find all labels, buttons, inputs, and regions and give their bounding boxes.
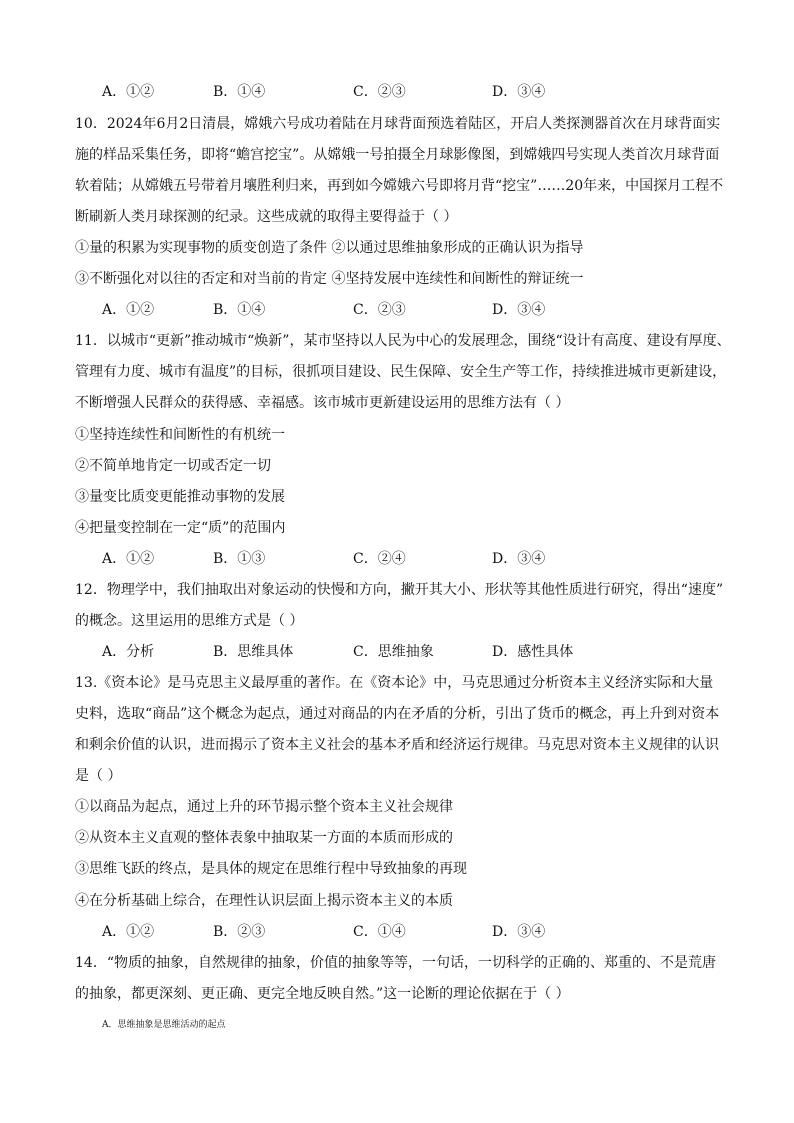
q11-stem-line: 管理有力度、城市有温度”的目标，很抓项目建设、民生保障、安全生产等工作，持续推进城市更新建设， bbox=[75, 364, 727, 380]
q13-statement: ④在分析基础上综合，在理性认识层面上揭示资本主义的本质 bbox=[75, 893, 453, 909]
q14-stem-line: 14．“物质的抽象，自然规律的抽象，价值的抽象等等，一句话，一切科学的正确的、郑重的、不是荒唐 bbox=[75, 955, 716, 971]
q11-statement: ①坚持连续性和间断性的有机统一 bbox=[75, 427, 285, 443]
q10-stem-line: 10．2024年6月2日清晨，嫦娥六号成功着陆在月球背面预选着陆区，开启人类探测器首次在月球背面实 bbox=[75, 116, 721, 132]
q13-options bbox=[75, 922, 735, 942]
q13-stem-line: 史料，选取“商品”这个概念为起点，通过对商品的内在矛盾的分析，引出了货币的概念，再上升到对资本 bbox=[75, 706, 720, 722]
q11-statement: ②不简单地肯定一切或否定一切 bbox=[75, 458, 271, 474]
q10-stem-line: 断刷新人类月球探测的纪录。这些成就的取得主要得益于（ ） bbox=[75, 209, 458, 225]
q10-statement: ③不断强化对以往的否定和对当前的肯定 ④坚持发展中连续性和间断性的辩证统一 bbox=[75, 271, 584, 287]
q12-option-a[interactable]: A．分析 bbox=[102, 644, 155, 660]
q12-stem-line: 12．物理学中，我们抽取出对象运动的快慢和方向，撇开其大小、形状等其他性质进行研究，得出“速度” bbox=[75, 582, 724, 598]
q14-stem-line: 的抽象，都更深刻、更正确、更完全地反映自然。”这一论断的理论依据在于（ ） bbox=[75, 986, 570, 1002]
q11-stem-line: 11．以城市“更新”推动城市“焕新”，某市坚持以人民为中心的发展理念，围绕“设计有高度、建设有厚度、 bbox=[75, 333, 731, 349]
q9-option-c[interactable]: C．②③ bbox=[353, 84, 406, 100]
q13-statement: ②从资本主义直观的整体表象中抽取某一方面的本质而形成的 bbox=[75, 830, 453, 846]
q11-options bbox=[75, 549, 735, 569]
q12-stem-line: 的概念。这里运用的思维方式是（ ） bbox=[75, 613, 304, 629]
q13-statement: ③思维飞跃的终点，是具体的规定在思维行程中导致抽象的再现 bbox=[75, 861, 467, 877]
q9-option-b[interactable]: B．①④ bbox=[213, 84, 266, 100]
q12-option-c[interactable]: C．思维抽象 bbox=[353, 644, 434, 660]
q9-option-a[interactable]: A．①② bbox=[102, 84, 155, 100]
q11-option-d[interactable]: D．③④ bbox=[492, 551, 546, 567]
q11-option-a[interactable]: A．①② bbox=[102, 551, 155, 567]
q13-option-a[interactable]: A．①② bbox=[102, 924, 155, 940]
q9-option-d[interactable]: D．③④ bbox=[492, 84, 546, 100]
q11-statement: ③量变比质变更能推动事物的发展 bbox=[75, 489, 285, 505]
q13-option-d[interactable]: D．③④ bbox=[492, 924, 546, 940]
q13-stem-line: 是（ ） bbox=[75, 768, 122, 784]
q13-option-b[interactable]: B．②③ bbox=[213, 924, 266, 940]
q11-option-b[interactable]: B．①③ bbox=[213, 551, 266, 567]
q9-options bbox=[75, 82, 735, 102]
q12-options bbox=[75, 642, 735, 662]
q14-option-a[interactable]: A．思维抽象是思维活动的起点 bbox=[102, 1020, 226, 1030]
q13-statement: ①以商品为起点，通过上升的环节揭示整个资本主义社会规律 bbox=[75, 799, 453, 815]
q13-stem-line: 13.《资本论》是马克思主义最厚重的著作。在《资本论》中，马克思通过分析资本主义经济实际和大量 bbox=[75, 675, 714, 691]
q10-options bbox=[75, 300, 735, 320]
q12-option-d[interactable]: D．感性具体 bbox=[492, 644, 574, 660]
q11-stem-line: 不断增强人民群众的获得感、幸福感。该市城市更新建设运用的思维方法有（ ） bbox=[75, 395, 570, 411]
q10-option-b[interactable]: B．①④ bbox=[213, 302, 266, 318]
q10-stem-line: 软着陆；从嫦娥五号带着月壤胜利归来，再到如今嫦娥六号即将月背“挖宝”……20年来，中国探月工程不 bbox=[75, 178, 724, 194]
q10-option-d[interactable]: D．③④ bbox=[492, 302, 546, 318]
q13-option-c[interactable]: C．①④ bbox=[353, 924, 406, 940]
q13-stem-line: 和剩余价值的认识，进而揭示了资本主义社会的基本矛盾和经济运行规律。马克思对资本主义规律的认识 bbox=[75, 737, 719, 753]
q12-option-b[interactable]: B．思维具体 bbox=[213, 644, 294, 660]
q10-option-a[interactable]: A．①② bbox=[102, 302, 155, 318]
q10-stem-line: 施的样品采集任务，即将“蟾宫挖宝”。从嫦娥一号拍摄全月球影像图，到嫦娥四号实现人类首次月球背面 bbox=[75, 147, 720, 163]
q10-option-c[interactable]: C．②③ bbox=[353, 302, 406, 318]
q11-option-c[interactable]: C．②④ bbox=[353, 551, 406, 567]
q10-statement: ①量的积累为实现事物的质变创造了条件 ②以通过思维抽象形成的正确认识为指导 bbox=[75, 240, 584, 256]
q11-statement: ④把量变控制在一定“质”的范围内 bbox=[75, 520, 286, 536]
